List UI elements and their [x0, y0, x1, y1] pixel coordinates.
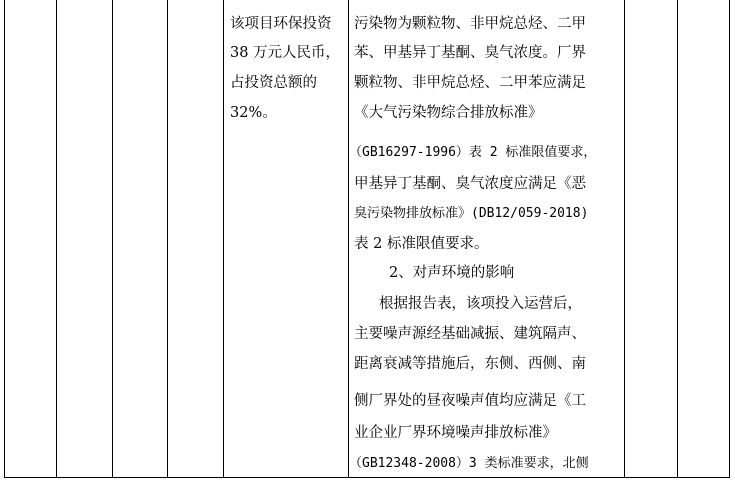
- impact-line: 臭污染物排放标准》(DB12/059-2018): [354, 206, 589, 221]
- impact-line: 苯、甲基异丁基酮、臭气浓度。厂界: [354, 45, 586, 61]
- column-divider: [167, 0, 168, 478]
- impact-section-heading: 2、对声环境的影响: [389, 265, 515, 281]
- impact-line: （GB12348-2008）3 类标准要求，北侧: [349, 456, 589, 471]
- impact-line: 污染物为颗粒物、非甲烷总烃、二甲: [354, 16, 586, 32]
- column-divider: [729, 0, 730, 478]
- impact-line: 主要噪声源经基础减振、建筑隔声、: [354, 326, 586, 342]
- impact-line: 距离衰减等措施后，东侧、西侧、南: [354, 356, 586, 372]
- impact-line: （GB16297-1996）表 2 标准限值要求，: [349, 145, 597, 160]
- investment-line: 38 万元人民币，: [230, 45, 341, 61]
- impact-line: 颗粒物、非甲烷总烃、二甲苯应满足: [354, 75, 586, 91]
- impact-line: 侧厂界处的昼夜噪声值均应满足《工: [354, 393, 586, 409]
- impact-line: 甲基异丁基酮、臭气浓度应满足《恶: [354, 176, 586, 192]
- column-divider: [56, 0, 57, 478]
- column-divider: [223, 0, 224, 478]
- impact-line: 业企业厂界环境噪声排放标准》: [354, 425, 557, 441]
- impact-line: 《大气污染物综合排放标准》: [354, 105, 543, 121]
- impact-line: 根据报告表，该项投入运营后，: [379, 296, 582, 312]
- column-divider: [348, 0, 349, 478]
- column-divider: [624, 0, 625, 478]
- column-divider: [112, 0, 113, 478]
- investment-line: 32%。: [230, 105, 277, 121]
- column-divider: [677, 0, 678, 478]
- row-bottom-border: [4, 477, 730, 478]
- investment-line: 该项目环保投资: [230, 16, 332, 32]
- impact-line: 表 2 标准限值要求。: [354, 236, 489, 252]
- column-divider: [4, 0, 5, 478]
- investment-line: 占投资总额的: [230, 75, 317, 91]
